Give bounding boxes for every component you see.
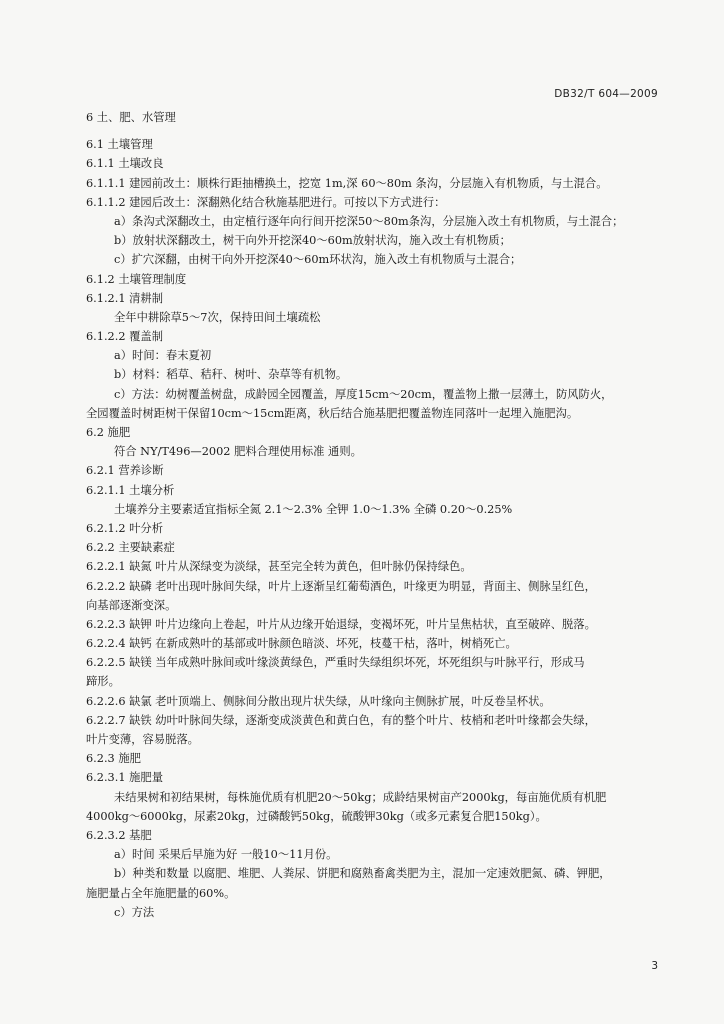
list-item-6-2-3-2-c: c）方法: [114, 905, 155, 919]
clause-6-1-2-1: 6.1.2.1 清耕制: [86, 291, 164, 305]
clause-6-2-2-5: 6.2.2.5 缺镁 当年成熟叶脉间或叶缘淡黄绿色，严重时失绿组织坏死，坏死组织与叶脉平行，形成马: [86, 656, 585, 670]
clause-6-2-2-1: 6.2.2.1 缺氮 叶片从深绿变为淡绿，甚至完全转为黄色，但叶脉仍保持绿色。: [86, 560, 472, 574]
clause-6-2-2-7: 6.2.2.7 缺铁 幼叶叶脉间失绿，逐渐变成淡黄色和黄白色，有的整个叶片、枝梢和老叶叶缘都会失绿，: [86, 713, 596, 727]
clause-6-2-3-1-body: 未结果树和初结果树，每株施优质有机肥20～50kg；成龄结果树亩产2000kg，每亩施优质有机肥: [114, 790, 607, 804]
clause-6-2-2-3: 6.2.2.3 缺钾 叶片边缘向上卷起，叶片从边缘开始退绿，变褐坏死，叶片呈焦枯状，直至破碎、脱落。: [86, 617, 596, 631]
clause-6-2-1-1: 6.2.1.1 土壤分析: [86, 483, 175, 497]
clause-6-1-2-2: 6.1.2.2 覆盖制: [86, 330, 164, 344]
section-heading-6-2-2: 6.2.2 主要缺素症: [86, 541, 175, 555]
section-heading-6-1-1: 6.1.1 土壤改良: [86, 157, 164, 171]
clause-6-2-2-4: 6.2.2.4 缺钙 在新成熟叶的基部或叶脉颜色暗淡、坏死，枝蔓干枯，落叶，树梢死亡。: [86, 637, 517, 651]
clause-6-2-2-6: 6.2.2.6 缺氯 老叶顶端上、侧脉间分散出现片状失绿，从叶缘向主侧脉扩展，叶反卷呈杯状。: [86, 694, 551, 708]
section-heading-6-2-1: 6.2.1 营养诊断: [86, 464, 164, 478]
clause-6-2-2-2-cont: 向基部逐渐变深。: [86, 598, 177, 612]
section-heading-6: 6 土、肥、水管理: [86, 111, 176, 124]
list-item-6-2-3-2-b-cont: 施肥量占全年施肥量的60%。: [86, 886, 236, 900]
list-item-6-1-1-2-b: b）放射状深翻改土，树干向外开挖深40～60m放射状沟，施入改土有机物质；: [114, 234, 511, 248]
clause-6-1-1-2: 6.1.1.2 建园后改土：深翻熟化结合秋施基肥进行。可按以下方式进行：: [86, 195, 446, 209]
list-item-6-1-2-2-c: c）方法：幼树覆盖树盘，成龄园全园覆盖，厚度15cm～20cm，覆盖物上撒一层薄土，防风防火，: [114, 387, 613, 401]
list-item-6-1-1-2-a: a）条沟式深翻改土，由定植行逐年向行间开挖深50～80m条沟，分层施入改土有机物质，与土混合；: [114, 214, 624, 228]
list-item-6-1-2-2-b: b）材料：稻草、秸秆、树叶、杂草等有机物。: [114, 368, 348, 382]
clause-6-2-3-1: 6.2.3.1 施肥量: [86, 771, 164, 785]
clause-6-2-2-2: 6.2.2.2 缺磷 老叶出现叶脉间失绿，叶片上逐渐呈红葡萄酒色，叶缘更为明显，背面主、侧脉呈红色，: [86, 579, 596, 593]
page-number: 3: [651, 960, 658, 972]
list-item-6-2-3-2-a: a）时间 采果后早施为好 一般10～11月份。: [114, 848, 338, 862]
list-item-6-1-1-2-c: c）扩穴深翻，由树干向外开挖深40～60m环状沟，施入改土有机物质与土混合；: [114, 253, 522, 267]
clause-6-2-3-1-body-cont: 4000kg～6000kg，尿素20kg，过磷酸钙50kg，硫酸钾30kg（或多元素复合肥150kg）。: [86, 809, 547, 823]
clause-6-2-1-2: 6.2.1.2 叶分析: [86, 521, 164, 535]
section-heading-6-2-3: 6.2.3 施肥: [86, 752, 141, 766]
list-item-6-1-2-2-a: a）时间：春末夏初: [114, 349, 212, 363]
clause-6-2-2-7-cont: 叶片变薄，容易脱落。: [86, 733, 199, 746]
list-item-6-1-2-2-c-cont: 全园覆盖时树距树干保留10cm～15cm距离，秋后结合施基肥把覆盖物连同落叶一起埋入施肥沟。: [86, 406, 579, 420]
document-body: [86, 108, 666, 922]
section-heading-6-1: 6.1 土壤管理: [86, 138, 153, 152]
list-item-6-2-3-2-b: b）种类和数量 以腐肥、堆肥、人粪尿、饼肥和腐熟畜禽类肥为主，混加一定速效肥氮、磷、钾肥，: [114, 867, 611, 881]
section-heading-6-2: 6.2 施肥: [86, 426, 131, 439]
standard-code: DB32/T 604—2009: [554, 88, 658, 100]
clause-6-2-1-1-body: 土壤养分主要素适宜指标全氮 2.1～2.3% 全钾 1.0～1.3% 全磷 0.20～0.25%: [114, 502, 513, 516]
clause-6-1-1-1: 6.1.1.1 建园前改土：顺株行距抽槽换土，挖宽 1m,深 60～80m 条沟，分层施入有机物质，与土混合。: [86, 176, 608, 190]
clause-6-1-2-1-body: 全年中耕除草5～7次，保持田间土壤疏松: [114, 310, 321, 324]
clause-6-2-3-2: 6.2.3.2 基肥: [86, 828, 152, 842]
clause-6-2-2-5-cont: 蹄形。: [86, 675, 120, 689]
clause-6-2-body: 符合 NY/T496—2002 肥料合理使用标准 通则。: [114, 445, 362, 459]
section-heading-6-1-2: 6.1.2 土壤管理制度: [86, 272, 187, 286]
